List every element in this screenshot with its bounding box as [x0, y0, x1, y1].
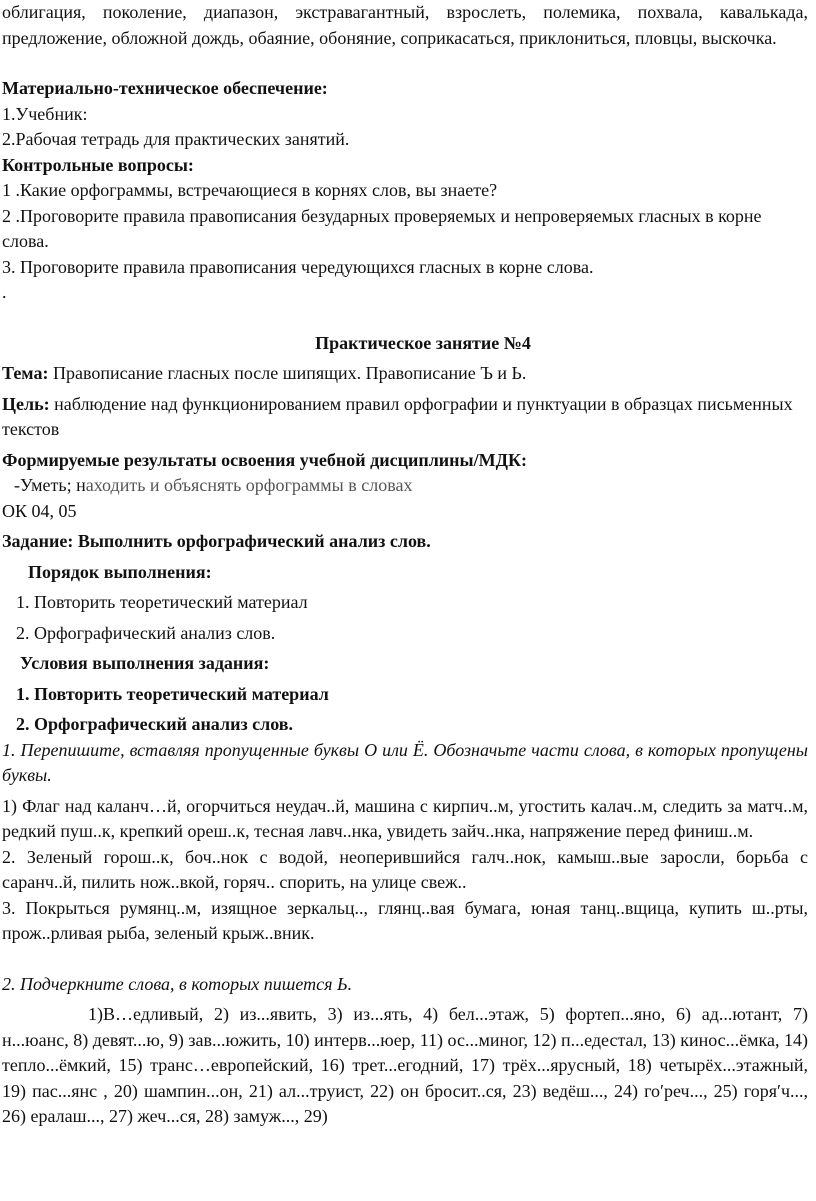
goal-label: Цель: — [2, 393, 50, 414]
spacer — [2, 306, 808, 331]
order-item: 1. Повторить теоретический материал — [16, 592, 308, 612]
exercise1-item: 1) Флаг над каланч…й, огорчиться неудач..й, машина с кирпич..м, угостить калач..м, следить за матч..м, редкий пуш..к, крепкий ореш..к, тесная лавч..нка, увидеть зайч..нка, напряжение перед финиш..м. — [2, 795, 808, 841]
goal-line — [2, 392, 808, 443]
skill-prefix: -Уметь; н — [14, 475, 86, 495]
skill-line — [2, 473, 808, 499]
lesson-title: Практическое занятие №4 — [315, 332, 531, 353]
exercise1-item: 3. Покрыться румянц..м, изящное зеркальц.., глянц..вая бумага, юная танц..вщица, купить ш..рты, прож..рливая рыба, зеленый крыж..вник. — [2, 897, 808, 943]
conditions-heading: Условия выполнения задания: — [20, 653, 270, 673]
control-question: 1 .Какие орфограммы, встречающиеся в корнях слов, вы знаете? — [2, 180, 498, 200]
order-heading: Порядок выполнения: — [28, 561, 212, 582]
order-item: 2. Орфографический анализ слов. — [16, 622, 276, 643]
intro-word-list: облигация, поколение, диапазон, экстравагантный, взрослеть, полемика, похвала, кавалькада, предложение, обложной дождь, обаяние, обоняние, соприкасаться, приклониться, пловцы, выскочка. — [2, 2, 808, 48]
spacer — [2, 947, 808, 972]
exercise1-instruction: 1. Перепишите, вставляя пропущенные буквы О или Ё. Обозначьте части слова, в которых пропущены буквы. — [2, 739, 808, 785]
control-question: 3. Проговорите правила правописания чередующихся гласных в корне слова. — [2, 256, 594, 277]
conditions-item: 2. Орфографический анализ слов. — [16, 714, 294, 734]
topic-label: Тема: — [2, 363, 49, 383]
conditions-item: 1. Повторить теоретический материал — [16, 683, 329, 704]
exercise2-instruction: 2. Подчеркните слова, в которых пишется Ь. — [2, 973, 353, 994]
spacer — [2, 51, 808, 76]
results-heading: Формируемые результаты освоения учебной дисциплины/МДК: — [2, 449, 528, 470]
materials-heading: Материально-техническое обеспечение: — [2, 78, 328, 98]
skill-text: аходить и объяснять орфограммы в словах — [85, 475, 413, 495]
exercise2-text: 1)В…едливый, 2) из...явить, 3) из...ять, 4) бел...этаж, 5) фортеп...яно, 6) ад...ютант, 7) н...юанс, 8) девят...ю, 9) зав...южить, 10) интерв...юер, 11) ос...миног, 12) п...едестал, 13) кинос...ёмка, 14) тепло...ёмкий, 15) транс…европейский, 16) трет...егодний, 17) трёх...ярусный, 18) четырёх...этажный, 19) пас...янс , 20) шампин...он, 21) ал...труист, 22) он бросит..ся, 23) ведёш..., 24) го′реч..., 25) горя′ч..., 26) ералаш..., 27) жеч...ся, 28) замуж..., 29) — [2, 1004, 808, 1126]
materials-item: 1.Учебник: — [2, 103, 88, 124]
topic-text: Правописание гласных после шипящих. Правописание Ъ и Ь. — [48, 363, 527, 383]
control-questions-heading: Контрольные вопросы: — [2, 154, 194, 175]
task-heading: Задание: Выполнить орфографический анализ слов. — [2, 531, 431, 551]
materials-item: 2.Рабочая тетрадь для практических занятий. — [2, 129, 350, 149]
control-question: 2 .Проговорите правила правописания безударных проверяемых и непроверяемых гласных в корне слова. — [2, 205, 762, 251]
ok-codes: ОК 04, 05 — [2, 500, 77, 521]
exercise1-item: 2. Зеленый горош..к, боч..нок с водой, неоперившийся галч..нок, камыш..вые заросли, борьба с саранч..й, пилить нож..вкой, горяч.. спорить, на улице свеж.. — [2, 846, 808, 892]
stray-dot: . — [2, 282, 7, 302]
goal-text: наблюдение над функционированием правил орфографии и пунктуации в образцах письменных текстов — [2, 393, 793, 439]
topic-line — [2, 361, 808, 387]
